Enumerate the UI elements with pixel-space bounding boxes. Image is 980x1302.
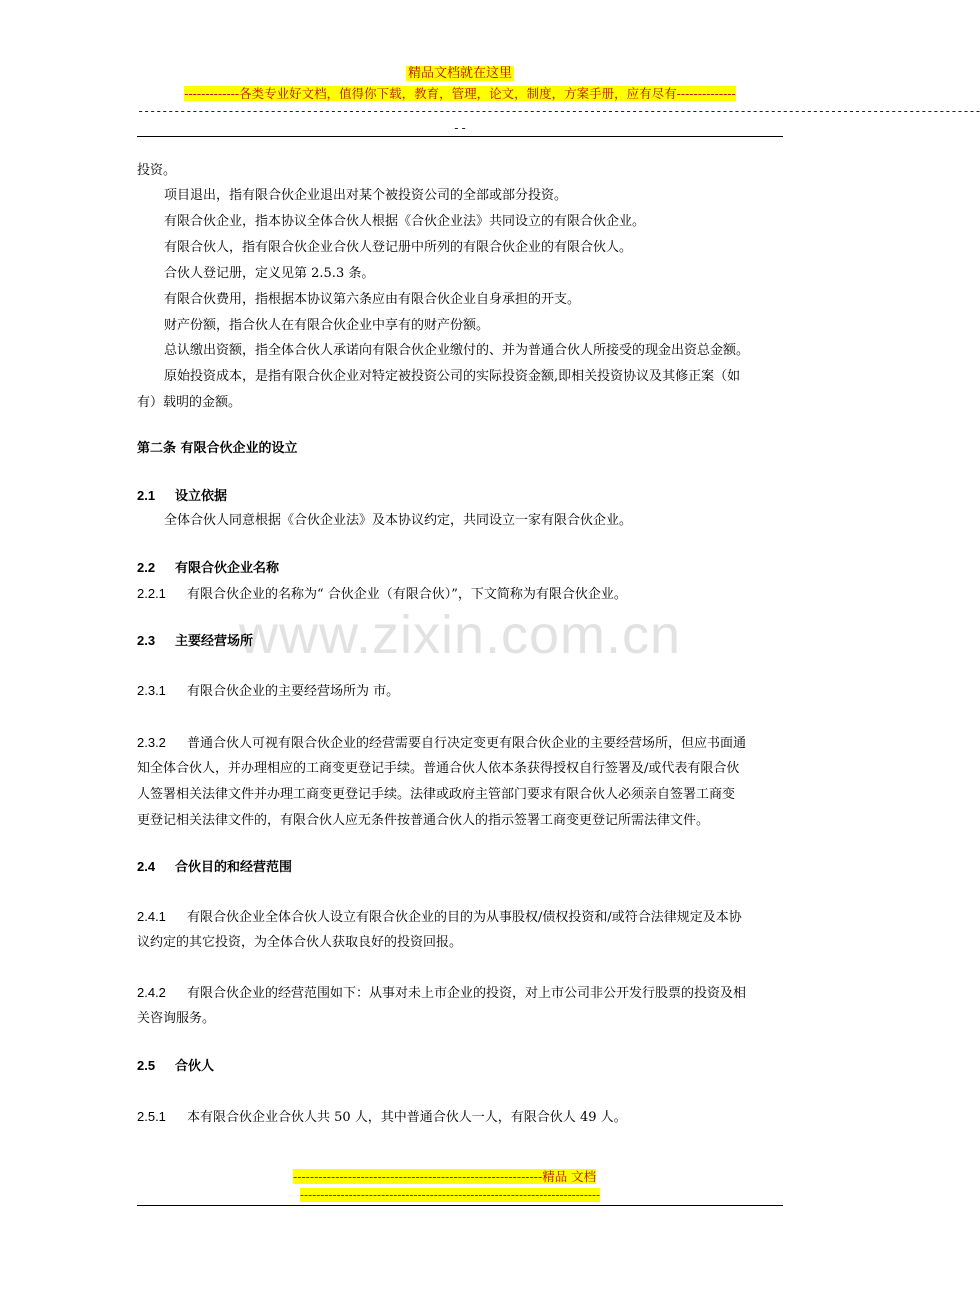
article-2-heading: 第二条 有限合伙企业的设立	[137, 441, 298, 456]
section-title: 主要经营场所	[175, 634, 254, 649]
section-2-1-heading	[137, 488, 227, 505]
section-number: 2.1	[137, 488, 156, 503]
clause-text: 有限合伙企业全体合伙人设立有限合伙企业的目的为从事股权/债权投资和/或符合法律规定及本协	[187, 910, 742, 925]
clause-number: 2.4.1	[137, 909, 166, 924]
section-title: 设立依据	[175, 489, 228, 504]
section-2-3-heading	[137, 633, 253, 650]
definition-total-subscribed-capital: 总认缴出资额，指全体合伙人承诺向有限合伙企业缴付的、并为普通合伙人所接受的现金出资总金额。	[164, 343, 750, 358]
clause-text: 有限合伙企业的名称为“ 合伙企业（有限合伙）”，下文简称为有限合伙企业。	[187, 587, 627, 602]
section-2-1-text: 全体合伙人同意根据《合伙企业法》及本协议约定，共同设立一家有限合伙企业。	[164, 513, 633, 528]
clause-text: 有限合伙企业的经营范围如下：从事对未上市企业的投资，对上市公司非公开发行股票的投资及相	[187, 986, 747, 1001]
clause-number: 2.4.2	[137, 985, 166, 1000]
definition-property-share: 财产份额，指合伙人在有限合伙企业中享有的财产份额。	[164, 318, 490, 333]
clause-2-3-2-line-1	[137, 735, 746, 752]
clause-text: 有限合伙企业的主要经营场所为 市。	[187, 684, 400, 699]
section-number: 2.2	[137, 560, 156, 575]
header-rule	[137, 136, 783, 137]
watermark: www.zixin.com.cn	[238, 605, 682, 665]
header-title: 精品文档就在这里	[407, 66, 512, 81]
header-slogan: -------------各类专业好文档，值得你下载，教育，管理，论文，制度，方案手册，应有尽有--------------	[184, 86, 736, 101]
clause-2-4-2-line-1	[137, 985, 746, 1002]
section-number: 2.4	[137, 859, 156, 874]
paragraph-continuation: 投资。	[137, 163, 177, 178]
section-title: 有限合伙企业名称	[175, 561, 280, 576]
definition-project-exit: 项目退出，指有限合伙企业退出对某个被投资公司的全部或部分投资。	[164, 188, 568, 203]
section-number: 2.5	[137, 1058, 156, 1073]
clause-2-4-1-line-2: 议约定的其它投资，为全体合伙人获取良好的投资回报。	[137, 935, 463, 950]
clause-2-2-1	[137, 586, 627, 603]
footer-rule	[137, 1205, 783, 1206]
clause-text: 普通合伙人可视有限合伙企业的经营需要自行决定变更有限合伙企业的主要经营场所，但应书面通	[187, 736, 747, 751]
section-2-2-heading	[137, 560, 279, 577]
definition-original-cost-line-1: 原始投资成本，是指有限合伙企业对特定被投资公司的实际投资金额,即相关投资协议及其修正案（如	[164, 369, 741, 384]
clause-2-3-2-line-2: 知全体合伙人，并办理相应的工商变更登记手续。普通合伙人依本条获得授权自行签署及/或代表有限合伙	[137, 761, 740, 776]
section-number: 2.3	[137, 633, 156, 648]
definition-partnership-expenses: 有限合伙费用，指根据本协议第六条应由有限合伙企业自身承担的开支。	[164, 292, 581, 307]
section-title: 合伙目的和经营范围	[175, 860, 293, 875]
definition-limited-partner: 有限合伙人，指有限合伙企业合伙人登记册中所列的有限合伙企业的有限合伙人。	[164, 240, 633, 255]
clause-number: 2.2.1	[137, 586, 166, 601]
clause-2-4-2-line-2: 关咨询服务。	[137, 1011, 216, 1026]
footer-dash-line: --------------------------------------------------------------------------	[300, 1188, 601, 1202]
clause-text: 本有限合伙企业合伙人共 50 人，其中普通合伙人一人，有限合伙人 49 人。	[187, 1110, 627, 1125]
clause-2-5-1	[137, 1109, 627, 1126]
definition-original-cost-line-2: 有）载明的金额。	[137, 395, 242, 410]
clause-number: 2.3.2	[137, 735, 166, 750]
section-2-5-heading	[137, 1058, 214, 1075]
footer-line: -----------------------------------------------------------精品 文档	[293, 1169, 597, 1184]
clause-number: 2.5.1	[137, 1109, 166, 1124]
definition-partner-register: 合伙人登记册，定义见第 2.5.3 条。	[164, 266, 375, 281]
clause-2-3-2-line-3: 人签署相关法律文件并办理工商变更登记手续。法律或政府主管部门要求有限合伙人必须亲自签署工商变	[137, 787, 736, 802]
definition-limited-partnership: 有限合伙企业，指本协议全体合伙人根据《合伙企业法》共同设立的有限合伙企业。	[164, 214, 646, 229]
clause-2-3-2-line-4: 更登记相关法律文件的，有限合伙人应无条件按普通合伙人的指示签署工商变更登记所需法律文件。	[137, 813, 710, 828]
section-2-4-heading	[137, 859, 292, 876]
clause-number: 2.3.1	[137, 683, 166, 698]
header-dash-line: --------------------------------------------------------------------------------------------------------------------------------------------	[137, 104, 980, 118]
clause-2-3-1	[137, 683, 399, 700]
clause-2-4-1-line-1	[137, 909, 742, 926]
header-dash-line-continued: --	[452, 121, 468, 135]
section-title: 合伙人	[175, 1059, 215, 1074]
